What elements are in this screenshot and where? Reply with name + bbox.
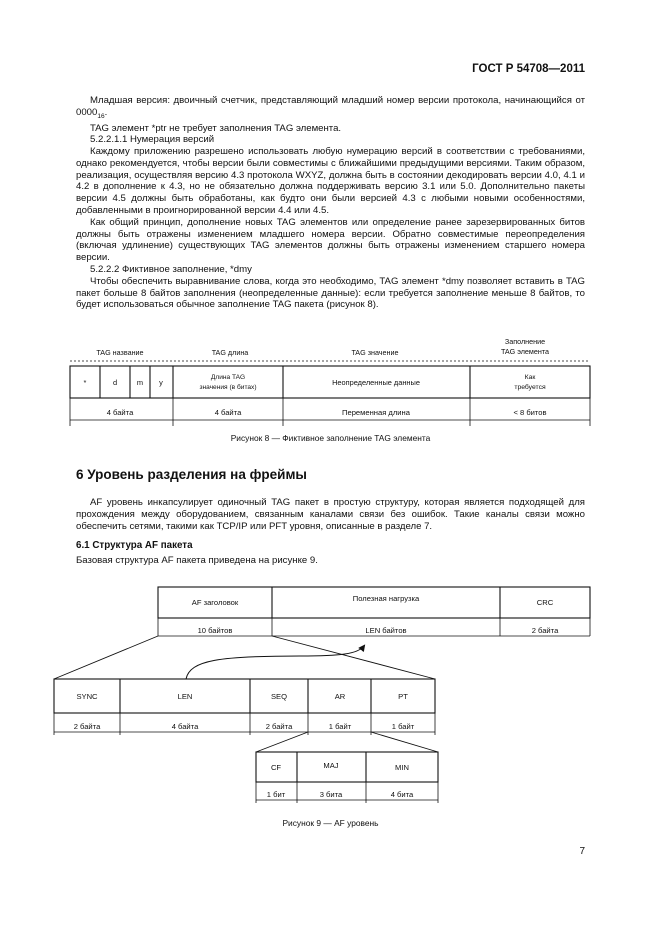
subheading-version-numbering: 5.2.2.1.1 Нумерация версий (90, 134, 215, 146)
f8-len-cell-1: Длина TAG (210, 374, 246, 381)
f9-dim-header: 10 байтов (197, 626, 233, 635)
f9-dim-len: 4 байта (171, 722, 199, 731)
section-6-1-text (76, 555, 585, 567)
f8-head-name: TAG название (96, 348, 144, 357)
f8-head-value: TAG значение (351, 348, 399, 357)
page-number: 7 (579, 846, 585, 857)
paragraph-minor-version: Младшая версия: двоичный счетчик, представляющий младший номер версии протокола, начинающийся от $0000_{16}$. (76, 95, 585, 120)
f8-cell-m: m (136, 378, 144, 387)
f9-crc: CRC (536, 598, 554, 607)
f9-dim-seq: 2 байта (265, 722, 293, 731)
f8-dim-length: 4 байта (214, 408, 242, 417)
f9-dim-sync: 2 байта (73, 722, 101, 731)
f8-pad-cell-2: требуется (514, 384, 546, 391)
paragraph-version-numbering: Каждому приложению разрешено использовать любую нумерацию версий в соответствии с требованиями, однако рекомендуется, чтобы версии были совместимы с ближайшими предыдущими версиями. Таким образом, реализация, осуществляя версию 4.3 протокола WXYZ, должна быть в состоянии декодировать версии 4.0, 4.1 и 4.2 в дополнение к 4.3, но не обязательно должна поддерживать версию 3.1 или 5.0. Дополнительно пакеты версии 4.5 должны быть обработаны, как будто они были версией 4.3 с любыми новыми особенностями, добавленными в проигнорированной версии 4.4 или 4.5. (76, 146, 585, 217)
f8-len-cell-2: значения (в битах) (199, 384, 257, 391)
f8-head-length: TAG длина (211, 348, 249, 357)
f8-cell-d: d (112, 378, 118, 387)
document-id-header: ГОСТ Р 54708—2011 (472, 63, 585, 75)
f9-payload: Полезная нагрузка (352, 594, 420, 603)
f9-seq: SEQ (270, 692, 288, 701)
f8-dim-pad: < 8 битов (513, 408, 547, 417)
figure-8-caption: Рисунок 8 — Фиктивное заполнение TAG элемента (230, 433, 431, 443)
f8-head-pad-1: Заполнение (504, 337, 546, 346)
f8-dim-value: Переменная длина (342, 408, 410, 417)
f8-head-pad-2: TAG элемента (500, 347, 550, 356)
f8-dim-name: 4 байта (106, 408, 134, 417)
section-6-1-paragraph: Базовая структура AF пакета приведена на рисунке 9. (76, 555, 318, 566)
paragraph-ptr: TAG элемент *ptr не требует заполнения TAG элемента. (90, 122, 342, 134)
f8-pad-cell-1: Как (524, 374, 536, 381)
f9-dim-maj: 3 бита (319, 790, 343, 799)
f8-cell-star: * (83, 378, 87, 387)
section-6-text (76, 497, 585, 532)
section-6-1-title: 6.1 Структура AF пакета (76, 540, 193, 551)
f9-maj: MAJ (323, 761, 339, 770)
section-6-paragraph: AF уровень инкапсулирует одиночный TAG пакет в простую структуру, которая является подходящей для прохождения между оборудованием, связанным каналами связи без ошибок. Такие каналы связи можно обеспечить сетями, такими как TCP/IP или PFT уровня, описанные в разделе 7. (76, 497, 585, 532)
f9-af-header: AF заголовок (191, 598, 239, 607)
figure-9-caption: Рисунок 9 — AF уровень (282, 818, 379, 828)
f9-pt: PT (398, 692, 408, 701)
f9-dim-payload: LEN байтов (365, 626, 407, 635)
f9-dim-min: 4 бита (390, 790, 414, 799)
f9-dim-pt: 1 байт (391, 722, 415, 731)
f9-dim-ar: 1 байт (328, 722, 352, 731)
f9-ar: AR (334, 692, 346, 701)
f9-cf: CF (270, 763, 282, 772)
figure-9-diagram (40, 580, 620, 810)
intro-text-block (76, 95, 585, 311)
paragraph-general-principle: Как общий принцип, дополнение новых TAG элементов или определение ранее зарезервированных битов должны быть отражены изменением младшего номера версии. Обратно совместимые переопределения (включая удлинение) существующих TAG элементов должны быть отражены изменением старшего номера версии. (76, 216, 585, 264)
f8-value-cell: Неопределенные данные (332, 378, 420, 387)
paragraph-dummy-padding: Чтобы обеспечить выравнивание слова, когда это необходимо, TAG элемент *dmy позволяет вставить в TAG пакет больше 8 байтов заполнения (неопределенные данные): если требуется заполнение меньше 8 байтов, то будет использоваться обычное заполнение TAG пакета (рисунок 8). (76, 275, 585, 311)
f9-min: MIN (395, 763, 409, 772)
f9-sync: SYNC (76, 692, 98, 701)
f9-dim-crc: 2 байта (531, 626, 559, 635)
section-6-title: 6 Уровень разделения на фреймы (76, 467, 307, 482)
f8-cell-y: y (159, 378, 163, 387)
figure-8-diagram (60, 334, 600, 434)
subheading-dummy-padding: 5.2.2.2 Фиктивное заполнение, *dmy (90, 264, 252, 276)
f9-len: LEN (177, 692, 193, 701)
f9-dim-cf: 1 бит (266, 790, 286, 799)
